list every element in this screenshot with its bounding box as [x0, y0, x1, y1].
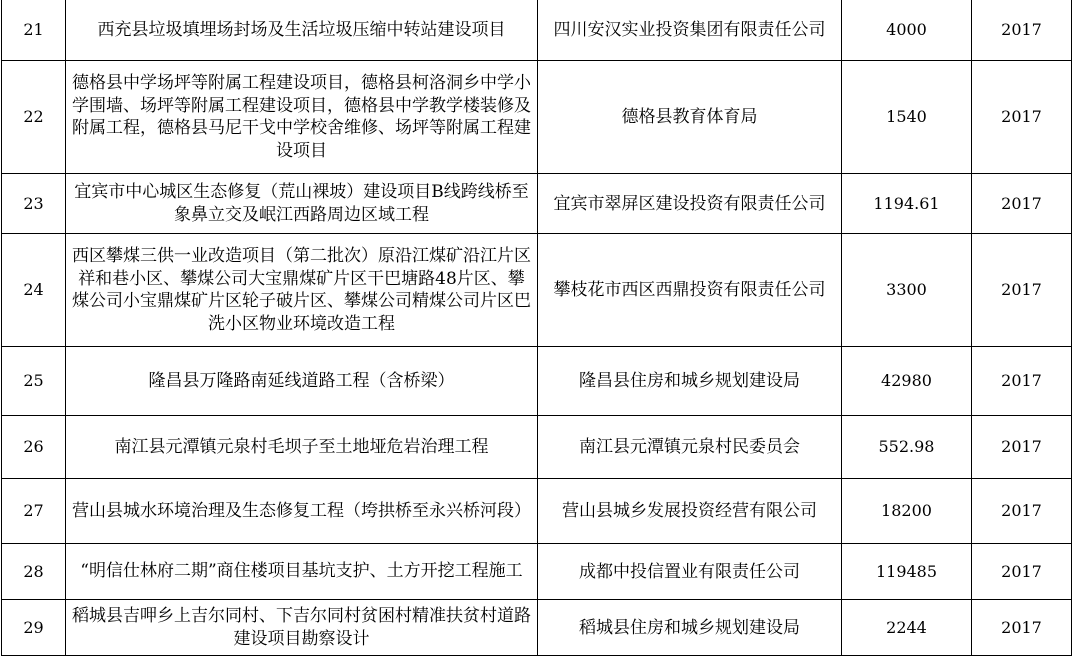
organization-name: 攀枝花市西区西鼎投资有限责任公司 [538, 234, 842, 347]
project-name: 南江县元潭镇元泉村毛坝子至土地垭危岩治理工程 [66, 416, 538, 479]
row-number: 28 [2, 544, 66, 600]
amount-value: 42980 [842, 347, 972, 416]
amount-value: 1540 [842, 61, 972, 174]
table-row [2, 600, 1072, 656]
year-value: 2017 [972, 347, 1072, 416]
table-row [2, 0, 1072, 61]
project-name: 西充县垃圾填埋场封场及生活垃圾压缩中转站建设项目 [66, 0, 538, 61]
organization-name: 隆昌县住房和城乡规划建设局 [538, 347, 842, 416]
year-value: 2017 [972, 544, 1072, 600]
row-number: 29 [2, 600, 66, 656]
table-row [2, 479, 1072, 544]
organization-name: 南江县元潭镇元泉村民委员会 [538, 416, 842, 479]
project-name: “明信仕林府二期”商住楼项目基坑支护、土方开挖工程施工 [66, 544, 538, 600]
organization-name: 宜宾市翠屏区建设投资有限责任公司 [538, 174, 842, 234]
organization-name: 德格县教育体育局 [538, 61, 842, 174]
project-name: 稻城县吉呷乡上吉尔同村、下吉尔同村贫困村精准扶贫村道路建设项目勘察设计 [66, 600, 538, 656]
row-number: 24 [2, 234, 66, 347]
year-value: 2017 [972, 61, 1072, 174]
year-value: 2017 [972, 174, 1072, 234]
amount-value: 2244 [842, 600, 972, 656]
project-name: 营山县城水环境治理及生态修复工程（垮拱桥至永兴桥河段） [66, 479, 538, 544]
row-number: 26 [2, 416, 66, 479]
year-value: 2017 [972, 600, 1072, 656]
row-number: 25 [2, 347, 66, 416]
amount-value: 4000 [842, 0, 972, 61]
amount-value: 18200 [842, 479, 972, 544]
table-row [2, 174, 1072, 234]
table-row [2, 61, 1072, 174]
row-number: 23 [2, 174, 66, 234]
table-row [2, 416, 1072, 479]
organization-name: 营山县城乡发展投资经营有限公司 [538, 479, 842, 544]
amount-value: 1194.61 [842, 174, 972, 234]
project-name: 德格县中学场坪等附属工程建设项目，德格县柯洛洞乡中学小学围墙、场坪等附属工程建设项目，德格县中学教学楼装修及附属工程，德格县马尼干戈中学校舍维修、场坪等附属工程建设项目 [66, 61, 538, 174]
project-name: 宜宾市中心城区生态修复（荒山裸坡）建设项目B线跨线桥至象鼻立交及岷江西路周边区域工程 [66, 174, 538, 234]
table-row [2, 544, 1072, 600]
project-name: 西区攀煤三供一业改造项目（第二批次）原沿江煤矿沿江片区祥和巷小区、攀煤公司大宝鼎煤矿片区干巴塘路48片区、攀煤公司小宝鼎煤矿片区轮子破片区、攀煤公司精煤公司片区巴洗小区物业环境改造工程 [66, 234, 538, 347]
year-value: 2017 [972, 479, 1072, 544]
project-name: 隆昌县万隆路南延线道路工程（含桥梁） [66, 347, 538, 416]
project-table [1, 0, 1072, 656]
table-row [2, 347, 1072, 416]
amount-value: 552.98 [842, 416, 972, 479]
amount-value: 119485 [842, 544, 972, 600]
row-number: 22 [2, 61, 66, 174]
year-value: 2017 [972, 234, 1072, 347]
row-number: 21 [2, 0, 66, 61]
amount-value: 3300 [842, 234, 972, 347]
row-number: 27 [2, 479, 66, 544]
year-value: 2017 [972, 0, 1072, 61]
year-value: 2017 [972, 416, 1072, 479]
organization-name: 稻城县住房和城乡规划建设局 [538, 600, 842, 656]
organization-name: 四川安汉实业投资集团有限责任公司 [538, 0, 842, 61]
organization-name: 成都中投信置业有限责任公司 [538, 544, 842, 600]
table-row [2, 234, 1072, 347]
